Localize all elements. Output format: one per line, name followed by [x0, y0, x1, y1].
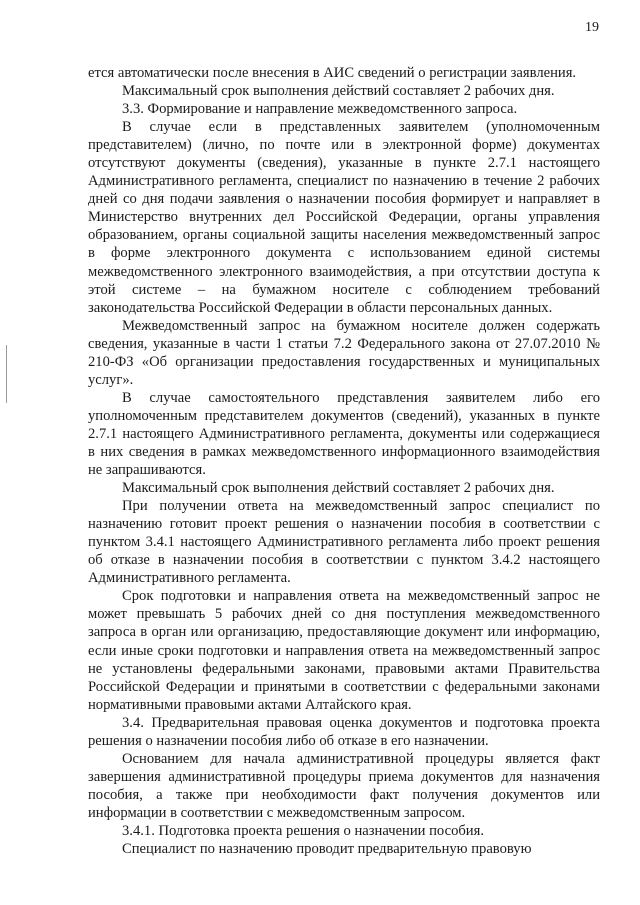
paragraph-request-procedure: В случае если в представленных заявителем (уполномоченным представителем) (лично, по почте или в электронной форме) документах отсутствуют документы (сведения), указанные в пункте 2.7.1 настоящего Административного регламента, специалист по назначению в течение 2 рабочих дней со дня подачи заявления о назначении пособия формирует и направляет в Министерство внутренних дел Российской Федерации, органы управления образованием, органы социальной защиты населения межведомственный запрос в форме электронного документа с использованием единой системы межведомственного электронного взаимодействия, а при отсутствии доступа к этой системе – на бумажном носителе с соблюдением требований законодательства Российской Федерации в области персональных данных.	[88, 119, 600, 316]
paragraph-deadline: Максимальный срок выполнения действий составляет 2 рабочих дня.	[122, 83, 555, 100]
section-heading-3-4: 3.4. Предварительная правовая оценка документов и подготовка проекта решения о назначении пособия либо об отказе в его назначении.	[88, 714, 600, 749]
section-heading-3-3: 3.3. Формирование и направление межведомственного запроса.	[122, 101, 518, 118]
section-heading-3-4-1: 3.4.1. Подготовка проекта решения о назначении пособия.	[122, 822, 484, 839]
paragraph-response-term: Срок подготовки и направления ответа на межведомственный запрос не может превышать 5 рабочих дней со дня поступления межведомственного запроса в орган или организацию, предоставляющие документ или информацию, если иные сроки подготовки и направления ответа на межведомственный запрос не установлены федеральными законами, правовыми актами Правительства Российской Федерации и принятыми в соответствии с федеральными законами нормативными правовыми актами Алтайского края.	[88, 588, 600, 713]
paragraph-response-handling: При получении ответа на межведомственный запрос специалист по назначению готовит проект решения о назначении пособия в соответствии с пунктом 3.4.1 настоящего Административного регламента либо проект решения об отказе в назначении пособия в соответствии с пунктом 3.4.2 настоящего Административного регламента.	[88, 498, 600, 587]
paragraph-paper-request: Межведомственный запрос на бумажном носителе должен содержать сведения, указанные в части 1 статьи 7.2 Федерального закона от 27.07.2010 № 210-ФЗ «Об организации предоставления государственных и муниципальных услуг».	[88, 317, 600, 388]
page-number: 19	[585, 20, 599, 35]
paragraph-self-submission: В случае самостоятельного представления заявителем либо его уполномоченным представителем документов (сведений), указанных в пункте 2.7.1 настоящего Административного регламента, документы или содержащиеся в них сведения в рамках межведомственного информационного взаимодействия не запрашиваются.	[88, 389, 600, 479]
document-body	[88, 64, 600, 858]
paragraph-deadline-2: Максимальный срок выполнения действий составляет 2 рабочих дня.	[122, 480, 555, 497]
margin-mark	[6, 345, 7, 403]
paragraph-specialist-review: Специалист по назначению проводит предварительную правовую	[122, 841, 532, 858]
paragraph-continued: ется автоматически после внесения в АИС сведений о регистрации заявления.	[88, 65, 577, 81]
paragraph-procedure-basis: Основанием для начала административной процедуры является факт завершения административной процедуры приема документов для назначения пособия, а также при необходимости факт получения документов или информации в соответствии с межведомственным запросом.	[88, 750, 600, 821]
